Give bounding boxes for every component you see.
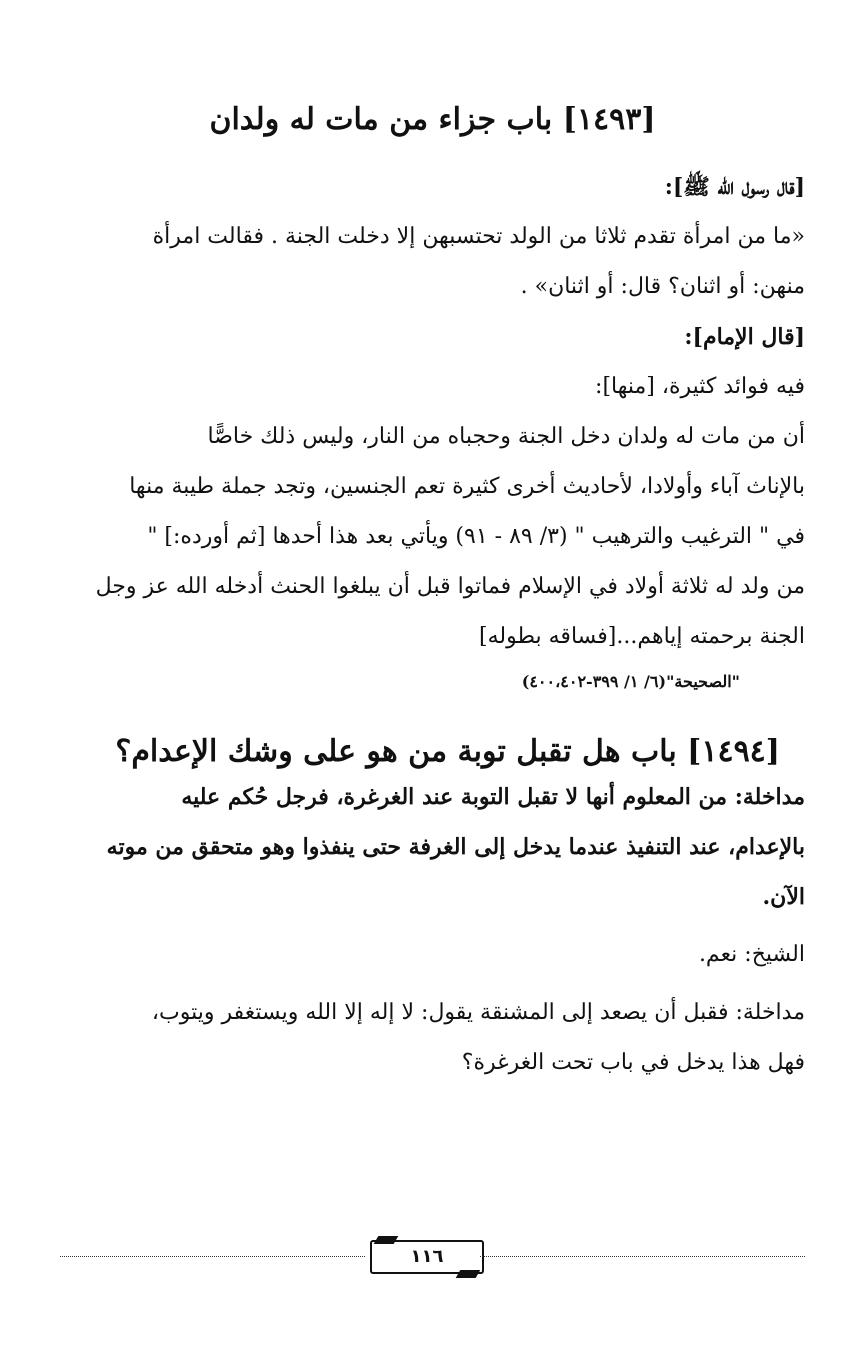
page-content <box>60 100 805 1088</box>
page-footer <box>60 1238 805 1278</box>
footer-rule-left <box>60 1256 365 1257</box>
prophet-saying-lead: [قال رسول الله ﷺ]: <box>664 174 805 200</box>
body-line-1: أن من مات له ولدان دخل الجنة وحجباه من النار، وليس ذلك خاصًّا <box>207 424 805 449</box>
footer-rule-right <box>480 1256 805 1257</box>
section-1493-title: [١٤٩٣] باب جزاء من مات له ولدان <box>209 102 656 137</box>
question-line-2: بالإعدام، عند التنفيذ عندما يدخل إلى الغرفة حتى ينفذوا وهو متحقق من موته <box>106 834 805 860</box>
question-line-3: الآن. <box>762 884 805 910</box>
citation: "الصحيحة"(٦/ ١/ ٣٩٩-٤٠٠،٤٠٢) <box>521 672 740 691</box>
body-line-4: من ولد له ثلاثة أولاد في الإسلام فماتوا قبل أن يبلغوا الحنث أدخله الله عز وجل <box>95 574 805 599</box>
question-line-1: مداخلة: من المعلوم أنها لا تقبل التوبة عند الغرغرة، فرجل حُكم عليه <box>181 784 805 810</box>
body-line-3: في " الترغيب والترهيب " (٣/ ٨٩ - ٩١) ويأتي بعد هذا أحدها [ثم أورده:] " <box>147 524 805 549</box>
imam-label: [قال الإمام]: <box>684 324 805 350</box>
followup-line-2: فهل هذا يدخل في باب تحت الغرغرة؟ <box>461 1050 805 1075</box>
followup-line-1: مداخلة: فقبل أن يصعد إلى المشنقة يقول: لا إله إلا الله ويستغفر ويتوب، <box>151 1000 805 1025</box>
sheikh-answer: الشيخ: نعم. <box>698 942 805 967</box>
page-number: ١١٦ <box>370 1240 484 1274</box>
benefits-intro: فيه فوائد كثيرة، [منها]: <box>595 374 805 399</box>
section-1494-title: [١٤٩٤] باب هل تقبل توبة من هو على وشك الإعدام؟ <box>115 734 780 769</box>
hadith-line-2: منهن: أو اثنان؟ قال: أو اثنان» . <box>520 274 805 299</box>
body-line-5: الجنة برحمته إياهم...[فساقه بطوله] <box>479 624 805 649</box>
hadith-line-1: «ما من امرأة تقدم ثلاثا من الولد تحتسبهن إلا دخلت الجنة . فقالت امرأة <box>152 224 805 249</box>
body-line-2: بالإناث آباء وأولادا، لأحاديث أخرى كثيرة تعم الجنسين، وتجد جملة طيبة منها <box>129 474 805 499</box>
